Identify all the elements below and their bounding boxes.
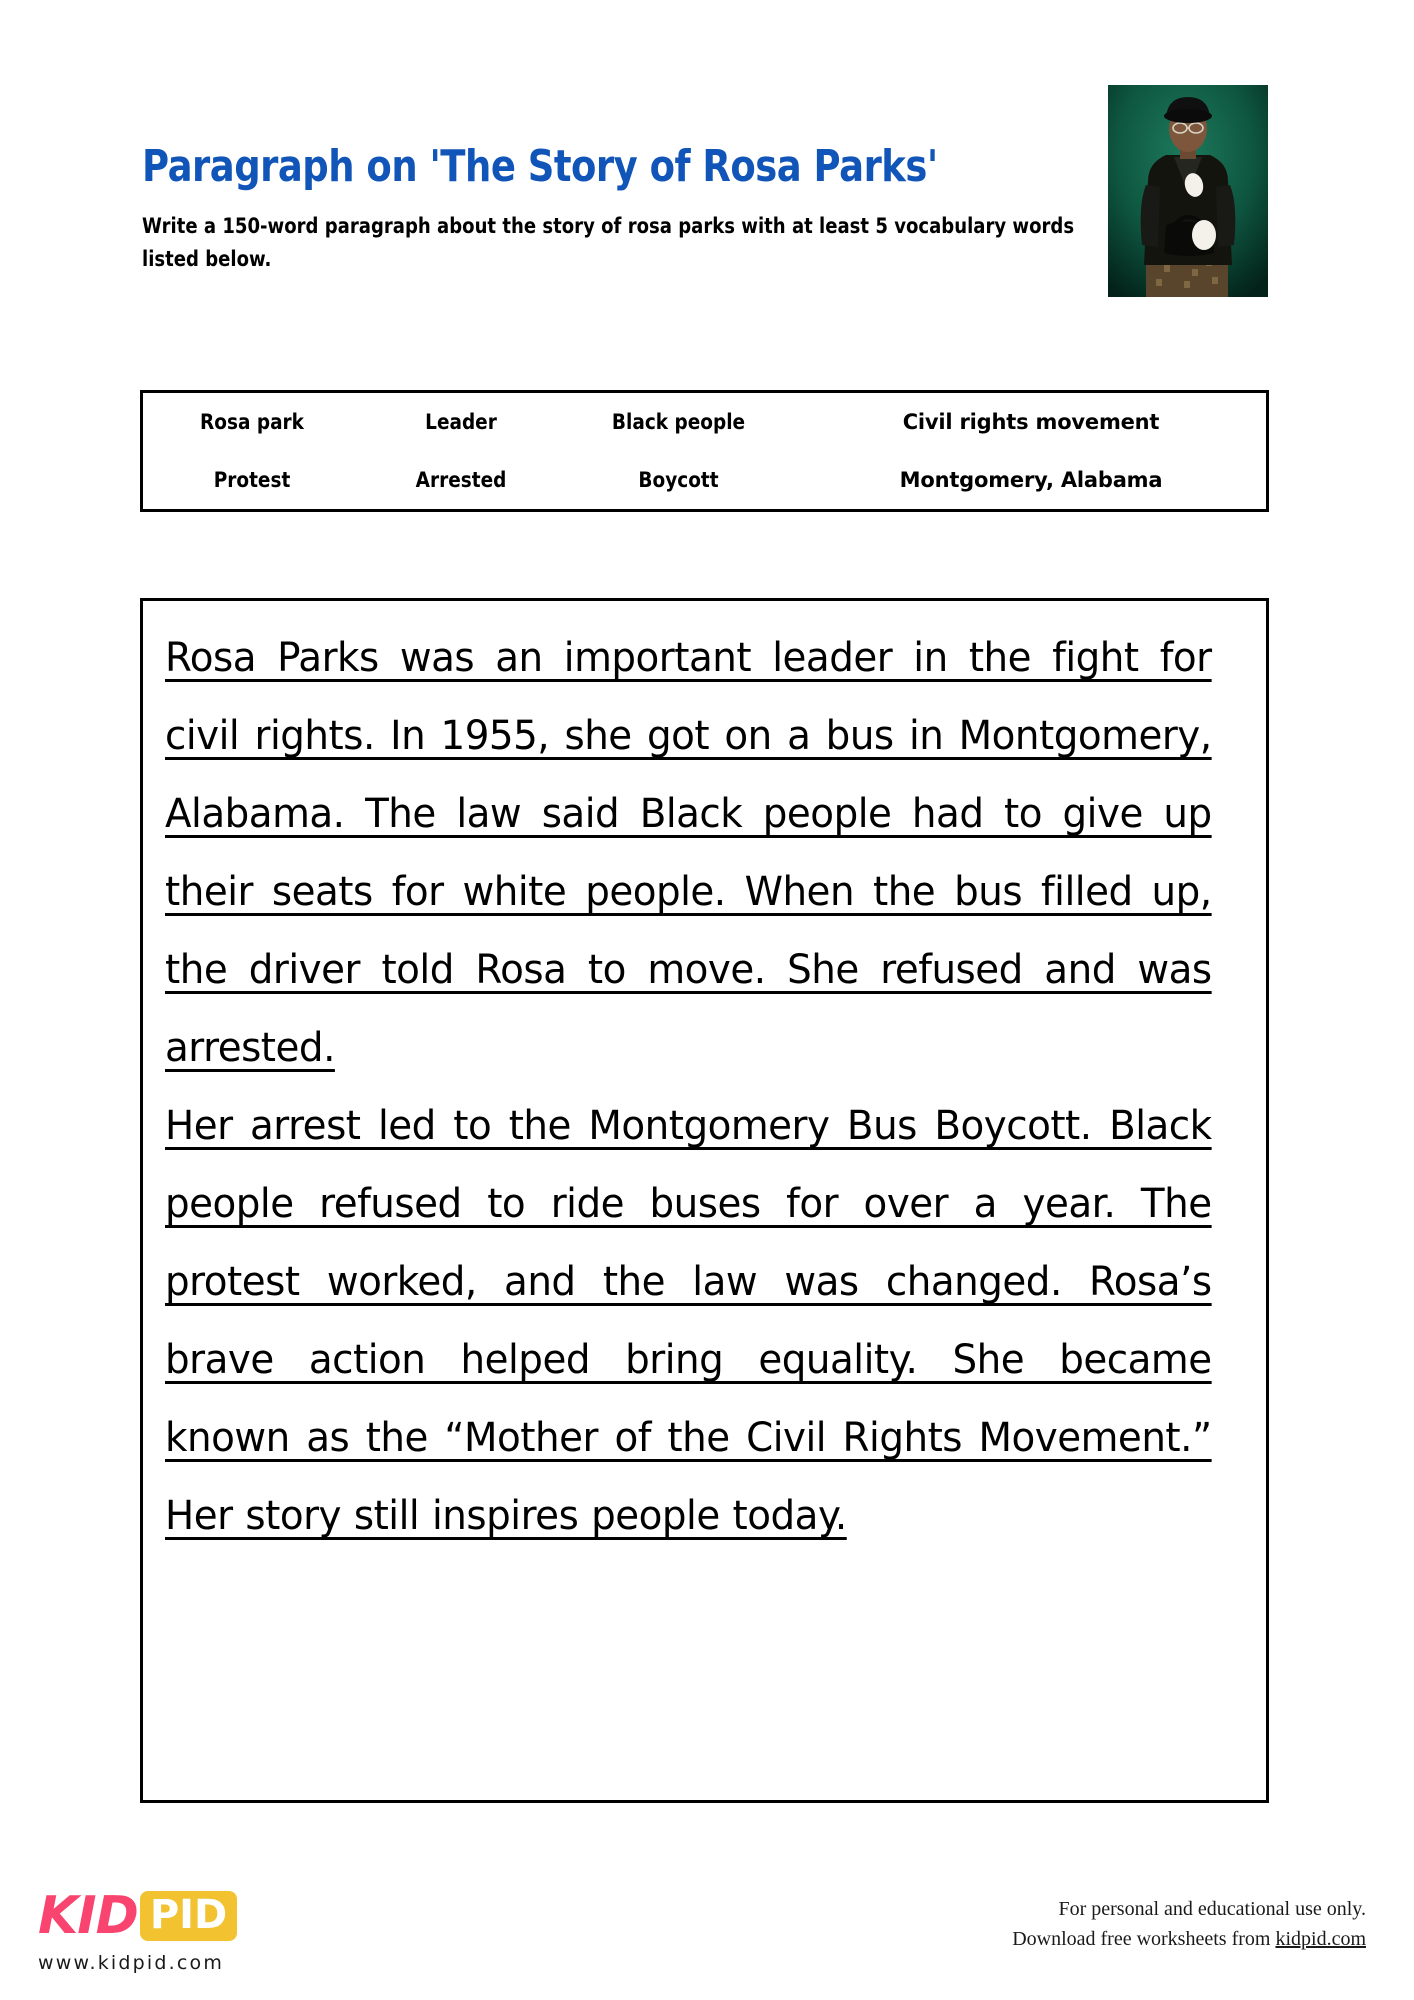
vocabulary-row: [143, 393, 1266, 451]
rosa-parks-photo: [1108, 85, 1268, 297]
vocabulary-word: Black people: [611, 410, 746, 434]
kidpid-footer-link[interactable]: kidpid.com: [1275, 1928, 1366, 1950]
vocabulary-word: Protest: [213, 468, 291, 492]
footer-note-line-2: [1012, 1924, 1366, 1954]
kidpid-logo-mark: [38, 1888, 237, 1944]
vocabulary-word: Montgomery, Alabama: [899, 468, 1163, 492]
vocabulary-word: Arrested: [415, 468, 507, 492]
vocabulary-word-bank: [140, 390, 1269, 512]
answer-paragraph-2[interactable]: Her arrest led to the Montgomery Bus Boycott. Black people refused to ride buses for over a year. The protest worked, and the law was changed. Rosa’s brave action helped bring equality. She became known as the “Mother of the Civil Rights Movement.” Her story still inspires people today.: [165, 1103, 1212, 1539]
answer-box[interactable]: [140, 598, 1269, 1803]
vocabulary-word: Rosa park: [200, 410, 304, 434]
logo-website-url: www.kidpid.com: [38, 1952, 225, 1974]
footer-note-line-1: For personal and educational use only.: [1058, 1898, 1366, 1920]
page-footer: [0, 1880, 1414, 2000]
worksheet-header: [142, 140, 1132, 276]
footer-usage-note: [1012, 1894, 1366, 1954]
answer-paragraph-1[interactable]: Rosa Parks was an important leader in the fight for civil rights. In 1955, she got on a bus in Montgomery, Alabama. The law said Black people had to give up their seats for white people. When the bus filled up, the driver told Rosa to move. She refused and was arrested.: [165, 635, 1212, 1071]
kidpid-logo[interactable]: [38, 1888, 237, 1974]
logo-pid-text: PID: [140, 1891, 237, 1941]
vocabulary-word: Civil rights movement: [902, 410, 1160, 434]
footer-note-prefix: Download free worksheets from: [1012, 1928, 1276, 1950]
vocabulary-word: Boycott: [638, 468, 719, 492]
vocabulary-row: [143, 451, 1266, 509]
page-title: Paragraph on 'The Story of Rosa Parks': [142, 141, 938, 192]
logo-kid-text: KID: [38, 1886, 138, 1946]
instruction-text: Write a 150-word paragraph about the story of rosa parks with at least 5 vocabulary words listed below.: [142, 214, 1075, 271]
portrait-illustration: [1108, 85, 1268, 297]
vocabulary-word: Leader: [425, 410, 497, 434]
